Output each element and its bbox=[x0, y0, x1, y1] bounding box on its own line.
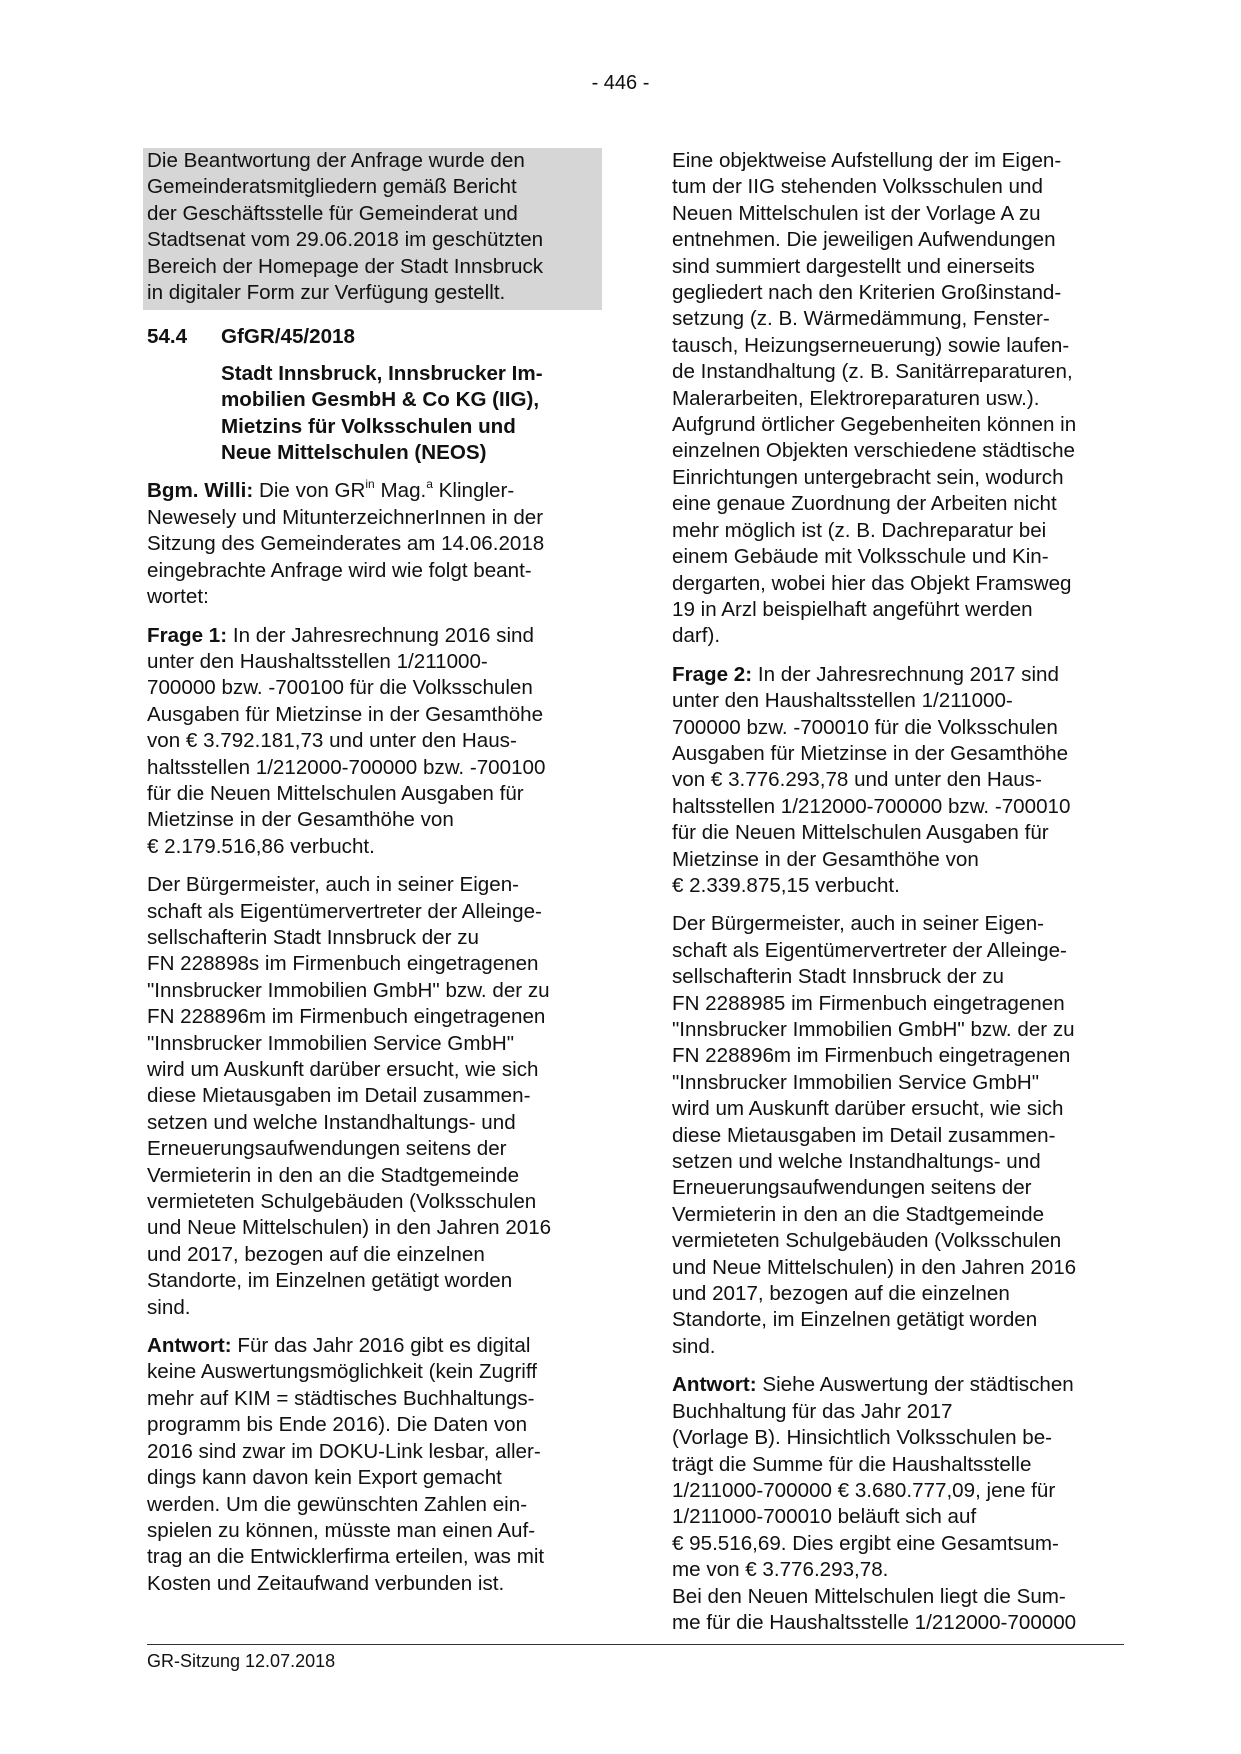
text-line: tum der IIG stehenden Volksschulen und bbox=[672, 175, 1043, 199]
text-line: Einrichtungen untergebracht sein, wodurch bbox=[672, 465, 1064, 489]
text-line: 700000 bzw. -700010 für die Volksschulen bbox=[672, 715, 1058, 739]
text-run: Für das Jahr 2016 gibt es digital bbox=[231, 1334, 531, 1358]
text-run: Siehe Auswertung der städtischen bbox=[756, 1373, 1074, 1397]
text-line: schaft als Eigentümervertreter der Alleinge- bbox=[147, 899, 542, 923]
title-line: Mietzins für Volksschulen und bbox=[221, 414, 516, 438]
text-line: FN 228896m im Firmenbuch eingetragenen bbox=[672, 1044, 1071, 1068]
text-line: 700000 bzw. -700100 für die Volksschulen bbox=[147, 676, 533, 700]
text-line: und 2017, bezogen auf die einzelnen bbox=[672, 1282, 1010, 1306]
text-line: und Neue Mittelschulen) in den Jahren 2016 bbox=[147, 1216, 552, 1240]
text-line: Ausgaben für Mietzinse in der Gesamthöhe bbox=[147, 702, 544, 726]
text-line: "Innsbrucker Immobilien GmbH" bzw. der zu bbox=[672, 1018, 1075, 1041]
text-line: 1/211000-700010 beläuft sich auf bbox=[672, 1505, 977, 1529]
text-line: und Neue Mittelschulen) in den Jahren 2016 bbox=[672, 1255, 1077, 1279]
text-line: Buchhaltung für das Jahr 2017 bbox=[672, 1399, 953, 1423]
text-line: haltsstellen 1/212000-700000 bzw. -700010 bbox=[672, 794, 1071, 818]
text-line: von € 3.792.181,73 und unter den Haus- bbox=[147, 729, 517, 753]
text-line: trag an die Entwicklerfirma erteilen, was mit bbox=[147, 1545, 545, 1569]
text-line: sellschafterin Stadt Innsbruck der zu bbox=[672, 965, 1004, 989]
answer-label: Antwort: bbox=[147, 1334, 232, 1358]
text-line: Vermieterin in den an die Stadtgemeinde bbox=[147, 1163, 520, 1187]
text-line: de Instandhaltung (z. B. Sanitärreparaturen, bbox=[672, 360, 1073, 384]
page-number: - 446 - bbox=[591, 72, 650, 94]
text-line: Eine objektweise Aufstellung der im Eigen- bbox=[672, 149, 1062, 172]
footer-session-label: GR-Sitzung 12.07.2018 bbox=[147, 1651, 336, 1671]
answer-2 bbox=[672, 1372, 1124, 1636]
text-line: tausch, Heizungserneuerung) sowie laufen- bbox=[672, 333, 1070, 357]
question-label: Frage 1: bbox=[147, 623, 228, 647]
text-line: "Innsbrucker Immobilien GmbH" bzw. der zu bbox=[147, 978, 550, 1002]
text-line: Standorte, im Einzelnen getätigt worden bbox=[672, 1308, 1038, 1332]
agenda-item-code: GfGR/45/2018 bbox=[221, 325, 355, 349]
text-line: Stadtsenat vom 29.06.2018 im geschützten bbox=[147, 228, 544, 252]
text-line: der Geschäftsstelle für Gemeinderat und bbox=[147, 201, 518, 225]
text-line: für die Neuen Mittelschulen Ausgaben für bbox=[672, 821, 1049, 845]
text-line: Standorte, im Einzelnen getätigt worden bbox=[147, 1269, 513, 1293]
text-line: € 95.516,69. Dies ergibt eine Gesamtsum- bbox=[672, 1531, 1059, 1555]
text-line: € 2.339.875,15 verbucht. bbox=[672, 873, 900, 897]
question-label: Frage 2: bbox=[672, 662, 753, 686]
overview-paragraph bbox=[672, 148, 1124, 650]
text-line: in digitaler Form zur Verfügung gestellt. bbox=[147, 281, 506, 305]
text-line: "Innsbrucker Immobilien Service GmbH" bbox=[672, 1070, 1040, 1094]
text-line: € 2.179.516,86 verbucht. bbox=[147, 834, 375, 858]
question-2 bbox=[672, 662, 1124, 900]
text-line: diese Mietausgaben im Detail zusammen- bbox=[672, 1123, 1056, 1147]
text-line: (Vorlage B). Hinsichtlich Volksschulen be- bbox=[672, 1426, 1053, 1450]
answer-1 bbox=[147, 1333, 602, 1597]
text-line: Aufgrund örtlicher Gegebenheiten können in bbox=[672, 413, 1077, 437]
text-line: und 2017, bezogen auf die einzelnen bbox=[147, 1242, 485, 1266]
text-line: haltsstellen 1/212000-700000 bzw. -700100 bbox=[147, 755, 546, 779]
text-run: Klingler- bbox=[432, 479, 515, 503]
text-line: Erneuerungsaufwendungen seitens der bbox=[147, 1137, 507, 1161]
text-line: mehr auf KIM = städtisches Buchhaltungs- bbox=[147, 1386, 535, 1410]
agenda-item-number: 54.4 bbox=[147, 325, 188, 349]
text-run: Mag. bbox=[374, 479, 427, 503]
text-line: Erneuerungsaufwendungen seitens der bbox=[672, 1176, 1032, 1200]
request-paragraph-1 bbox=[147, 872, 602, 1321]
text-run: In der Jahresrechnung 2017 sind bbox=[752, 662, 1059, 686]
text-line: FN 2288985 im Firmenbuch eingetragenen bbox=[672, 991, 1065, 1015]
superscript: in bbox=[365, 476, 375, 491]
text-line: me für die Haushaltsstelle 1/212000-700000 bbox=[672, 1610, 1077, 1634]
text-line: Mietzinse in der Gesamthöhe von bbox=[147, 808, 454, 832]
text-line: werden. Um die gewünschten Zahlen ein- bbox=[147, 1492, 528, 1516]
request-paragraph-2 bbox=[672, 911, 1124, 1360]
text-line: Mietzinse in der Gesamthöhe von bbox=[672, 847, 979, 871]
right-column bbox=[672, 148, 1124, 1648]
text-line: entnehmen. Die jeweiligen Aufwendungen bbox=[672, 228, 1056, 252]
text-line: Sitzung des Gemeinderates am 14.06.2018 bbox=[147, 532, 545, 556]
text-line: Der Bürgermeister, auch in seiner Eigen- bbox=[147, 873, 520, 897]
text-line: Vermieterin in den an die Stadtgemeinde bbox=[672, 1202, 1045, 1226]
text-line: programm bis Ende 2016). Die Daten von bbox=[147, 1413, 528, 1437]
text-line: sind. bbox=[672, 1334, 716, 1358]
text-line: wortet: bbox=[147, 585, 209, 609]
text-line: unter den Haushaltsstellen 1/211000- bbox=[147, 649, 488, 673]
text-line: mehr möglich ist (z. B. Dachreparatur bei bbox=[672, 518, 1047, 542]
question-1 bbox=[147, 623, 602, 861]
text-line: dergarten, wobei hier das Objekt Framsweg bbox=[672, 571, 1072, 595]
left-column bbox=[147, 148, 602, 1609]
text-line: 1/211000-700000 € 3.680.777,09, jene für bbox=[672, 1478, 1056, 1502]
text-line: Bereich der Homepage der Stadt Innsbruck bbox=[147, 254, 544, 278]
text-run: In der Jahresrechnung 2016 sind bbox=[227, 623, 534, 647]
text-line: spielen zu können, müsste man einen Auf- bbox=[147, 1518, 536, 1542]
text-line: von € 3.776.293,78 und unter den Haus- bbox=[672, 768, 1042, 792]
text-line: eine genaue Zuordnung der Arbeiten nicht bbox=[672, 492, 1057, 516]
text-line: Der Bürgermeister, auch in seiner Eigen- bbox=[672, 912, 1045, 936]
highlighted-notice bbox=[143, 148, 602, 310]
text-line: Kosten und Zeitaufwand verbunden ist. bbox=[147, 1571, 505, 1595]
agenda-item-heading bbox=[147, 324, 602, 350]
text-line: 19 in Arzl beispielhaft angeführt werden bbox=[672, 597, 1033, 621]
text-line: sellschafterin Stadt Innsbruck der zu bbox=[147, 925, 479, 949]
text-line: Malerarbeiten, Elektroreparaturen usw.). bbox=[672, 386, 1040, 410]
text-line: eingebrachte Anfrage wird wie folgt beant- bbox=[147, 558, 532, 582]
text-line: einzelnen Objekten verschiedene städtische bbox=[672, 439, 1075, 463]
title-line: mobilien GesmbH & Co KG (IIG), bbox=[221, 388, 540, 412]
text-line: setzen und welche Instandhaltungs- und bbox=[672, 1150, 1041, 1174]
text-line: Bei den Neuen Mittelschulen liegt die Sum- bbox=[672, 1584, 1066, 1608]
text-line: Neuen Mittelschulen ist der Vorlage A zu bbox=[672, 201, 1041, 225]
text-line: keine Auswertungsmöglichkeit (kein Zugriff bbox=[147, 1360, 537, 1384]
text-line: wird um Auskunft darüber ersucht, wie sich bbox=[147, 1058, 539, 1081]
text-line: darf). bbox=[672, 624, 721, 648]
text-line: sind. bbox=[147, 1295, 191, 1319]
text-line: setzen und welche Instandhaltungs- und bbox=[147, 1110, 516, 1134]
text-line: dings kann davon kein Export gemacht bbox=[147, 1466, 502, 1490]
text-line: FN 228896m im Firmenbuch eingetragenen bbox=[147, 1005, 546, 1029]
text-line: Newesely und MitunterzeichnerInnen in der bbox=[147, 505, 544, 529]
text-line: gegliedert nach den Kriterien Großinstand- bbox=[672, 281, 1062, 305]
text-run: Die von GR bbox=[253, 479, 366, 503]
speaker-label: Bgm. Willi: bbox=[147, 479, 254, 503]
text-line: trägt die Summe für die Haushaltsstelle bbox=[672, 1452, 1032, 1476]
text-line: FN 228898s im Firmenbuch eingetragenen bbox=[147, 952, 539, 976]
text-line: "Innsbrucker Immobilien Service GmbH" bbox=[147, 1031, 515, 1055]
text-line: 2016 sind zwar im DOKU-Link lesbar, aller- bbox=[147, 1439, 541, 1463]
intro-paragraph bbox=[147, 478, 602, 610]
text-line: Gemeinderatsmitgliedern gemäß Bericht bbox=[147, 175, 517, 199]
text-line: unter den Haushaltsstellen 1/211000- bbox=[672, 689, 1013, 713]
agenda-item-title bbox=[147, 361, 602, 467]
text-line: für die Neuen Mittelschulen Ausgaben für bbox=[147, 781, 524, 805]
text-line: Die Beantwortung der Anfrage wurde den bbox=[147, 149, 525, 172]
text-line: diese Mietausgaben im Detail zusammen- bbox=[147, 1084, 531, 1108]
text-line: vermieteten Schulgebäuden (Volksschulen bbox=[147, 1190, 537, 1214]
text-line: wird um Auskunft darüber ersucht, wie sich bbox=[672, 1097, 1064, 1121]
superscript: a bbox=[426, 476, 433, 491]
text-line: vermieteten Schulgebäuden (Volksschulen bbox=[672, 1229, 1062, 1253]
footer-divider bbox=[147, 1644, 1124, 1645]
text-line: me von € 3.776.293,78. bbox=[672, 1558, 889, 1582]
text-line: schaft als Eigentümervertreter der Alleinge- bbox=[672, 938, 1067, 962]
text-line: setzung (z. B. Wärmedämmung, Fenster- bbox=[672, 307, 1050, 331]
text-line: sind summiert dargestellt und einerseits bbox=[672, 254, 1035, 278]
text-line: einem Gebäude mit Volksschule und Kin- bbox=[672, 545, 1049, 569]
text-line: Ausgaben für Mietzinse in der Gesamthöhe bbox=[672, 741, 1069, 765]
answer-label: Antwort: bbox=[672, 1373, 757, 1397]
title-line: Neue Mittelschulen (NEOS) bbox=[221, 441, 487, 465]
title-line: Stadt Innsbruck, Innsbrucker Im- bbox=[221, 361, 543, 385]
